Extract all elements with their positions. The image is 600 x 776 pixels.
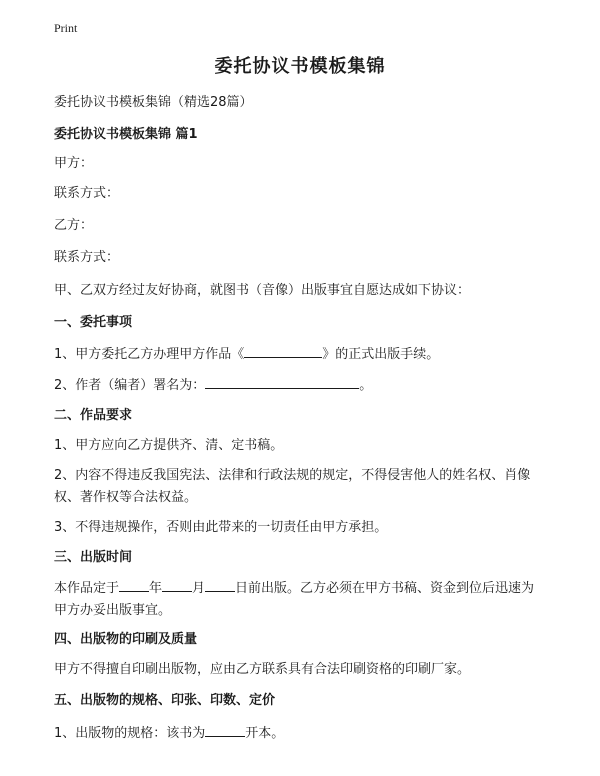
day-blank (205, 577, 235, 592)
item-text: 月 (192, 581, 206, 596)
year-blank (119, 577, 149, 592)
item-text: 日前出版。乙方必须在甲方书稿、资金到位后迅速为甲方办妥出版事宜。 (54, 581, 535, 618)
section-4-paragraph: 甲方不得擅自印刷出版物，应由乙方联系具有合法印刷资格的印刷厂家。 (54, 662, 471, 677)
item-text: 。 (359, 378, 373, 393)
section-3-heading: 三、出版时间 (54, 550, 133, 565)
article-heading: 委托协议书模板集锦 篇1 (54, 127, 198, 142)
section-2-item-3: 3、不得违规操作，否则由此带来的一切责任由甲方承担。 (54, 520, 388, 535)
section-1-heading: 一、委托事项 (54, 315, 133, 330)
item-text: 本作品定于 (54, 581, 120, 596)
document-title: 委托协议书模板集锦 (214, 56, 386, 77)
item-text: 开本。 (245, 726, 285, 741)
party-b-field: 乙方： (54, 218, 94, 233)
section-5-item-1 (54, 722, 546, 745)
item-text: 年 (149, 581, 163, 596)
section-2-heading: 二、作品要求 (54, 408, 133, 423)
section-1-item-1 (54, 343, 546, 366)
party-b-contact-field: 联系方式： (54, 250, 120, 265)
item-text: 》的正式出版手续。 (322, 347, 440, 362)
section-1-item-2 (54, 374, 546, 397)
intro-paragraph: 甲、乙双方经过友好协商，就图书（音像）出版事宜自愿达成如下协议： (54, 283, 471, 298)
section-5-heading: 五、出版物的规格、印张、印数、定价 (54, 693, 276, 708)
section-2-item-1: 1、甲方应向乙方提供齐、清、定书稿。 (54, 438, 284, 453)
document-subtitle: 委托协议书模板集锦（精选28篇） (54, 95, 253, 110)
section-2-item-2: 2、内容不得违反我国宪法、法律和行政法规的规定，不得侵害他人的姓名权、肖像权、著作权等合法权益。 (54, 468, 531, 505)
month-blank (162, 577, 192, 592)
format-blank (205, 722, 245, 737)
author-name-blank (205, 374, 359, 389)
item-text: 1、出版物的规格：该书为 (54, 726, 206, 741)
party-a-field: 甲方： (54, 156, 94, 171)
party-a-contact-field: 联系方式： (54, 186, 120, 201)
print-link[interactable]: Print (54, 21, 78, 35)
work-title-blank (244, 343, 322, 358)
section-3-paragraph (54, 577, 546, 622)
section-4-heading: 四、出版物的印刷及质量 (54, 632, 198, 647)
item-text: 2、作者（编者）署名为： (54, 378, 206, 393)
item-text: 1、甲方委托乙方办理甲方作品《 (54, 347, 245, 362)
